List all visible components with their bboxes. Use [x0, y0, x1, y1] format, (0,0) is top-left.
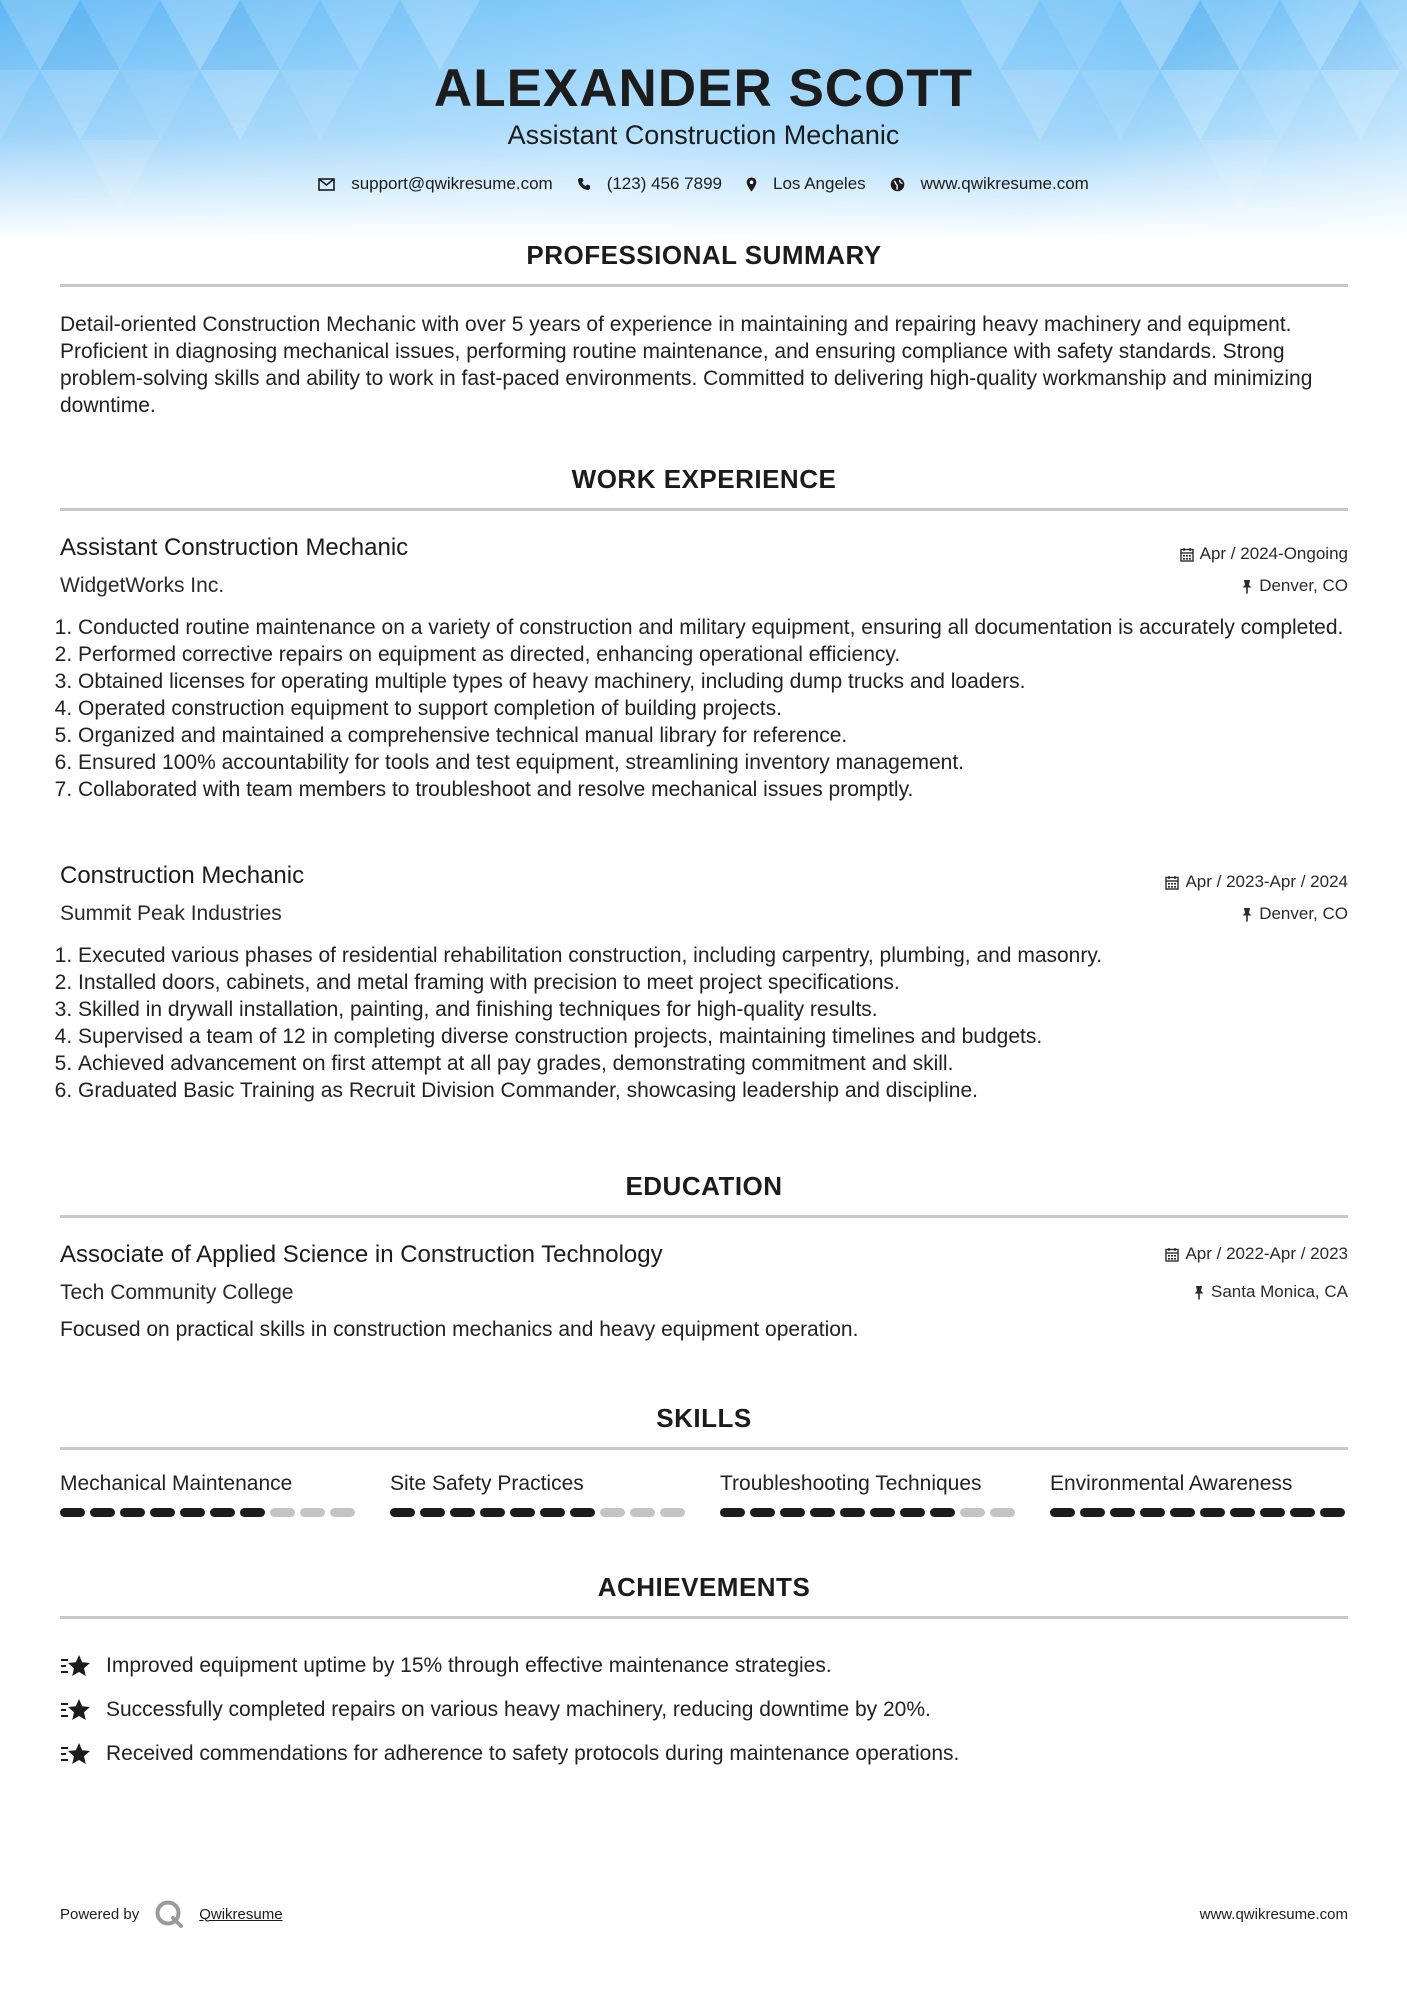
skill-level-segment — [1080, 1508, 1105, 1517]
skill-name: Site Safety Practices — [390, 1472, 584, 1495]
section-divider — [60, 1215, 1348, 1218]
list-item: 7. Collaborated with team members to troubleshoot and resolve mechanical issues promptly. — [78, 776, 1348, 803]
skill-level-segment — [1320, 1508, 1345, 1517]
location-text: Los Angeles — [773, 174, 866, 193]
skill-level-segment — [960, 1508, 985, 1517]
section-title-summary: PROFESSIONAL SUMMARY — [526, 240, 882, 270]
skill-level-segment — [870, 1508, 895, 1517]
calendar-icon — [1180, 547, 1194, 562]
pushpin-icon — [1241, 907, 1253, 922]
skill-level-segment — [450, 1508, 475, 1517]
section-divider — [60, 284, 1348, 287]
globe-icon — [890, 177, 905, 192]
job-bullets — [78, 942, 1348, 1104]
skill-item — [720, 1472, 1020, 1517]
skill-level-segment — [180, 1508, 205, 1517]
job-title: Assistant Construction Mechanic — [60, 534, 409, 561]
list-item: 5. Achieved advancement on first attempt at all pay grades, demonstrating commitment and skill. — [78, 1050, 1348, 1077]
list-item: 1. Executed various phases of residential rehabilitation construction, including carpentry, plumbing, and masonry. — [78, 942, 1348, 969]
summary-text: Detail-oriented Construction Mechanic with over 5 years of experience in maintaining and repairing heavy machinery and equipment. Proficient in diagnosing mechanical issues, performing routine maintenance, and ensuring compliance with safety standards. Strong problem-solving skills and ability to work in fast-paced environments. Committed to delivering high-quality workmanship and minimizing downtime. — [60, 313, 1313, 417]
phone-text: (123) 456 7899 — [606, 174, 723, 193]
contact-location — [746, 174, 866, 194]
skill-item — [390, 1472, 690, 1517]
skill-level-bar — [1050, 1508, 1350, 1517]
website-text: www.qwikresume.com — [920, 174, 1089, 193]
education-dates-text: Apr / 2022-Apr / 2023 — [1185, 1244, 1348, 1263]
star-icon — [60, 1697, 92, 1723]
contact-website[interactable] — [890, 174, 1089, 194]
list-item: 3. Obtained licenses for operating multiple types of heavy machinery, including dump trucks and loaders. — [78, 668, 1348, 695]
candidate-title: Assistant Construction Mechanic — [507, 120, 900, 150]
list-item: 3. Skilled in drywall installation, painting, and finishing techniques for high-quality results. — [78, 996, 1348, 1023]
header-banner — [0, 0, 1407, 240]
degree-title: Associate of Applied Science in Construction Technology — [60, 1241, 663, 1268]
contact-phone[interactable] — [577, 174, 722, 194]
list-item: 6. Graduated Basic Training as Recruit Division Commander, showcasing leadership and discipline. — [78, 1077, 1348, 1104]
qwikresume-logo-icon — [153, 1898, 185, 1930]
skill-level-segment — [570, 1508, 595, 1517]
skill-level-segment — [240, 1508, 265, 1517]
calendar-icon — [1165, 1247, 1179, 1262]
achievement-text: Received commendations for adherence to safety protocols during maintenance operations. — [106, 1742, 960, 1765]
list-item: 2. Installed doors, cabinets, and metal framing with precision to meet project specifications. — [78, 969, 1348, 996]
brand-link[interactable]: Qwikresume — [199, 1905, 283, 1923]
skill-level-segment — [420, 1508, 445, 1517]
achievement-item — [60, 1732, 1350, 1776]
job-dates-text: Apr / 2024-Ongoing — [1199, 544, 1348, 563]
skill-level-bar — [60, 1508, 360, 1517]
skill-level-segment — [270, 1508, 295, 1517]
skill-level-segment — [660, 1508, 685, 1517]
skill-item — [1050, 1472, 1350, 1517]
company-name: Summit Peak Industries — [60, 902, 282, 925]
skill-level-bar — [390, 1508, 690, 1517]
skill-name: Mechanical Maintenance — [60, 1472, 293, 1495]
job-location-text: Denver, CO — [1259, 576, 1348, 595]
calendar-icon — [1165, 875, 1179, 890]
skill-level-segment — [60, 1508, 85, 1517]
skill-level-segment — [1050, 1508, 1075, 1517]
skill-level-segment — [300, 1508, 325, 1517]
powered-by-label: Powered by — [60, 1905, 140, 1923]
skill-level-segment — [390, 1508, 415, 1517]
list-item: 4. Supervised a team of 12 in completing diverse construction projects, maintaining timelines and budgets. — [78, 1023, 1348, 1050]
pushpin-icon — [1241, 579, 1253, 594]
skill-level-segment — [1200, 1508, 1225, 1517]
star-icon — [60, 1741, 92, 1767]
skill-level-segment — [840, 1508, 865, 1517]
section-title-skills: SKILLS — [656, 1403, 752, 1433]
job-location — [1241, 576, 1348, 596]
school-name: Tech Community College — [60, 1281, 294, 1304]
list-item: 1. Conducted routine maintenance on a variety of construction and military equipment, ensuring all documentation is accurately completed. — [78, 614, 1348, 641]
contact-bar — [0, 174, 1407, 194]
footer-website[interactable]: www.qwikresume.com — [1199, 1906, 1348, 1923]
skills-grid — [60, 1472, 1350, 1517]
skill-level-segment — [600, 1508, 625, 1517]
envelope-icon — [318, 178, 335, 191]
footer-powered-by — [60, 1898, 283, 1930]
achievement-item — [60, 1644, 1350, 1688]
skill-level-segment — [120, 1508, 145, 1517]
skill-level-segment — [930, 1508, 955, 1517]
skill-level-segment — [150, 1508, 175, 1517]
job-dates-text: Apr / 2023-Apr / 2024 — [1185, 872, 1348, 891]
skill-level-segment — [810, 1508, 835, 1517]
skill-level-segment — [1290, 1508, 1315, 1517]
achievement-text: Improved equipment uptime by 15% through effective maintenance strategies. — [106, 1654, 832, 1677]
candidate-name: ALEXANDER SCOTT — [433, 59, 974, 118]
job-location-text: Denver, CO — [1259, 904, 1348, 923]
skill-level-bar — [720, 1508, 1020, 1517]
skill-level-segment — [540, 1508, 565, 1517]
skill-level-segment — [630, 1508, 655, 1517]
skill-name: Troubleshooting Techniques — [720, 1472, 982, 1495]
skill-level-segment — [1110, 1508, 1135, 1517]
skill-level-segment — [990, 1508, 1015, 1517]
company-name: WidgetWorks Inc. — [60, 574, 225, 597]
email-text: support@qwikresume.com — [351, 174, 553, 193]
job-location — [1241, 904, 1348, 924]
achievement-item — [60, 1688, 1350, 1732]
section-divider — [60, 508, 1348, 511]
section-title-education: EDUCATION — [625, 1171, 783, 1201]
phone-icon — [577, 177, 591, 191]
skill-level-segment — [210, 1508, 235, 1517]
job-dates — [1180, 544, 1348, 564]
skill-level-segment — [510, 1508, 535, 1517]
skill-level-segment — [1260, 1508, 1285, 1517]
skill-level-segment — [330, 1508, 355, 1517]
skill-name: Environmental Awareness — [1050, 1472, 1293, 1495]
map-pin-icon — [746, 177, 757, 192]
list-item: 6. Ensured 100% accountability for tools and test equipment, streamlining inventory management. — [78, 749, 1348, 776]
achievements-list — [60, 1644, 1350, 1776]
star-icon — [60, 1653, 92, 1679]
education-dates — [1165, 1244, 1348, 1264]
education-location — [1193, 1282, 1348, 1302]
skill-level-segment — [1140, 1508, 1165, 1517]
job-bullets — [78, 614, 1348, 803]
skill-item — [60, 1472, 360, 1517]
skill-level-segment — [480, 1508, 505, 1517]
section-title-experience: WORK EXPERIENCE — [571, 464, 837, 494]
skill-level-segment — [1230, 1508, 1255, 1517]
pushpin-icon — [1193, 1285, 1205, 1300]
list-item: 2. Performed corrective repairs on equipment as directed, enhancing operational efficiency. — [78, 641, 1348, 668]
section-title-achievements: ACHIEVEMENTS — [597, 1572, 811, 1602]
skill-level-segment — [900, 1508, 925, 1517]
section-divider — [60, 1447, 1348, 1450]
skill-level-segment — [720, 1508, 745, 1517]
education-description: Focused on practical skills in construction mechanics and heavy equipment operation. — [60, 1318, 859, 1341]
skill-level-segment — [750, 1508, 775, 1517]
contact-email[interactable] — [318, 174, 553, 194]
job-dates — [1165, 872, 1348, 892]
skill-level-segment — [90, 1508, 115, 1517]
skill-level-segment — [780, 1508, 805, 1517]
section-divider — [60, 1616, 1348, 1619]
list-item: 5. Organized and maintained a comprehensive technical manual library for reference. — [78, 722, 1348, 749]
achievement-text: Successfully completed repairs on various heavy machinery, reducing downtime by 20%. — [106, 1698, 931, 1721]
skill-level-segment — [1170, 1508, 1195, 1517]
job-title: Construction Mechanic — [60, 862, 305, 889]
education-location-text: Santa Monica, CA — [1210, 1282, 1348, 1301]
list-item: 4. Operated construction equipment to support completion of building projects. — [78, 695, 1348, 722]
